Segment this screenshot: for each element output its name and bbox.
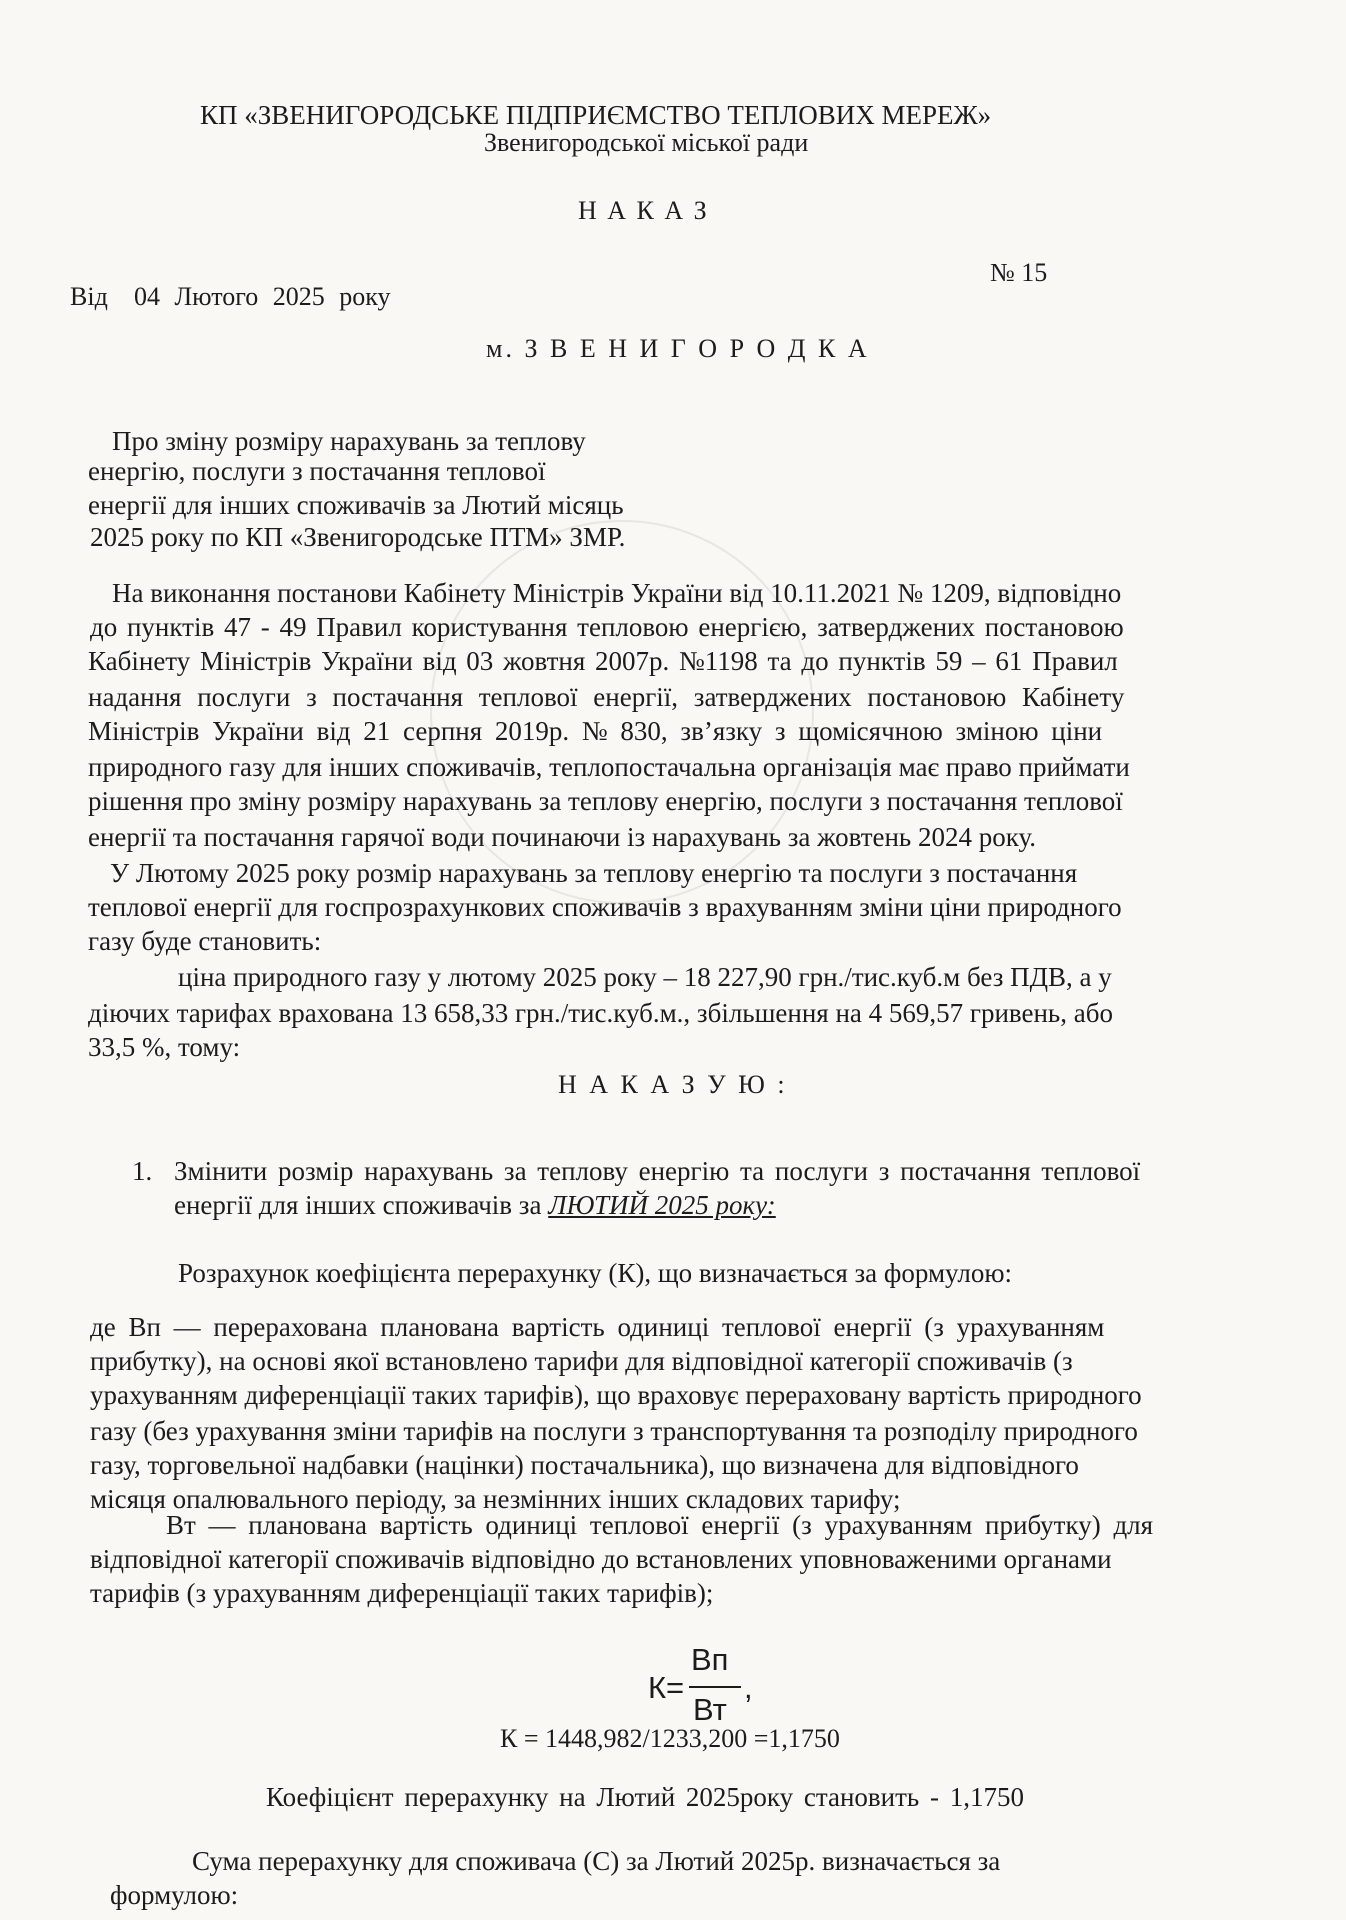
vp-def-line-6: місяця опалювального періоду, за незмінних інших складових тарифу;: [90, 1484, 901, 1514]
preamble-line-4: надання послуги з постачання теплової енергії, затверджених постановою Кабінету: [88, 682, 1125, 712]
sum-intro-line-1: Сума перерахунку для споживача (С) за Лютий 2025р. визначається за: [192, 1846, 1001, 1876]
preamble-line-8: енергії та постачання гарячої води починаючи із нарахувань за жовтень 2024 року.: [88, 822, 1037, 852]
coefficient-formula: [648, 1642, 758, 1732]
para3-line-2: діючих тарифах врахована 13 658,33 грн./тис.куб.м., збільшення на 4 569,57 гривень, або: [88, 998, 1113, 1028]
item1-line-2-prefix: енергії для інших споживачів за: [174, 1190, 542, 1220]
order-heading: Н А К А З У Ю :: [558, 1070, 788, 1099]
formula-numerator: Вп: [691, 1642, 729, 1677]
vt-def-line-3: тарифів (з урахуванням диференціації таких тарифів);: [90, 1578, 714, 1608]
preamble-line-1: На виконання постанови Кабінету Міністрів України від 10.11.2021 № 1209, відповідно: [112, 578, 1122, 608]
formula-comma: ,: [744, 1670, 753, 1705]
vp-def-line-2: прибутку), на основі якої встановлено тарифи для відповідної категорії споживачів (з: [90, 1346, 1073, 1376]
item1-number: 1.: [132, 1156, 153, 1186]
preamble-line-3: Кабінету Міністрів України від 03 жовтня 2007р. №1198 та до пунктів 59 – 61 Правил: [88, 646, 1118, 676]
calc-intro: Розрахунок коефіцієнта перерахунку (К), що визначається за формулою:: [178, 1258, 1013, 1288]
vt-def-line-1: Вт — планована вартість одиниці теплової енергії (з урахуванням прибутку) для: [166, 1510, 1154, 1540]
subject-line-3: енергії для інших споживачів за Лютий місяць: [88, 490, 624, 520]
preamble-line-6: природного газу для інших споживачів, теплопостачальна організація має право приймати: [88, 752, 1130, 782]
preamble-line-7: рішення про зміну розміру нарахувань за теплову енергію, послуги з постачання теплової: [88, 786, 1123, 816]
council-name: Звенигородської міської ради: [484, 128, 809, 157]
para2-line-3: газу буде становить:: [88, 926, 322, 956]
vp-def-line-5: газу, торговельної надбавки (націнки) постачальника), що визначена для відповідного: [90, 1450, 1079, 1480]
formula-computed: К = 1448,982/1233,200 =1,1750: [500, 1724, 840, 1753]
item1-line-2: [174, 1190, 776, 1221]
para3-line-3: 33,5 %, тому:: [88, 1032, 241, 1062]
para2-line-2: теплової енергії для госпрозрахункових споживачів з врахуванням зміни ціни природного: [88, 892, 1122, 922]
item1-line-1: Змінити розмір нарахувань за теплову енергію та послуги з постачання теплової: [174, 1156, 1141, 1186]
vp-def-line-3: урахуванням диференціації таких тарифів), що враховує перераховану вартість природного: [90, 1380, 1142, 1410]
doc-type: Н А К А З: [578, 196, 709, 225]
fraction-bar: [689, 1686, 741, 1688]
formula-denominator: Вт: [693, 1692, 727, 1727]
coef-result: Коефіцієнт перерахунку на Лютий 2025року становить - 1,1750: [266, 1782, 1024, 1812]
city: м. З В Е Н И Г О Р О Д К А: [486, 334, 870, 363]
date-label: Від: [70, 282, 108, 311]
subject-line-4: 2025 року по КП «Звенигородське ПТМ» ЗМР.: [90, 522, 626, 552]
formula-k: К=: [648, 1670, 685, 1705]
para3-line-1: ціна природного газу у лютому 2025 року – 18 227,90 грн./тис.куб.м без ПДВ, а у: [178, 962, 1112, 992]
vp-def-line-4: газу (без урахування зміни тарифів на послуги з транспортування та розподілу природного: [90, 1416, 1138, 1446]
sum-intro-line-2: формулою:: [110, 1880, 239, 1910]
item1-emphasis: ЛЮТИЙ 2025 року:: [548, 1190, 776, 1220]
preamble-line-5: Міністрів України від 21 серпня 2019р. № 830, зв’язку з щомісячною зміною ціни: [88, 716, 1103, 746]
preamble-line-2: до пунктів 47 - 49 Правил користування тепловою енергією, затверджених постановою: [90, 612, 1124, 642]
subject-line-1: Про зміну розміру нарахувань за теплову: [112, 426, 586, 456]
vt-def-line-2: відповідної категорії споживачів відповідно до встановлених уповноваженими органами: [90, 1544, 1112, 1574]
date-value: 04 Лютого 2025 року: [134, 282, 391, 311]
vp-def-line-1: де Вп — перерахована планована вартість одиниці теплової енергії (з урахуванням: [90, 1312, 1105, 1342]
subject-line-2: енергію, послуги з постачання теплової: [88, 456, 546, 486]
para2-line-1: У Лютому 2025 року розмір нарахувань за теплову енергію та послуги з постачання: [110, 858, 1078, 888]
org-title: КП «ЗВЕНИГОРОДСЬКЕ ПІДПРИЄМСТВО ТЕПЛОВИХ МЕРЕЖ»: [200, 100, 992, 130]
order-number: № 15: [990, 258, 1048, 287]
